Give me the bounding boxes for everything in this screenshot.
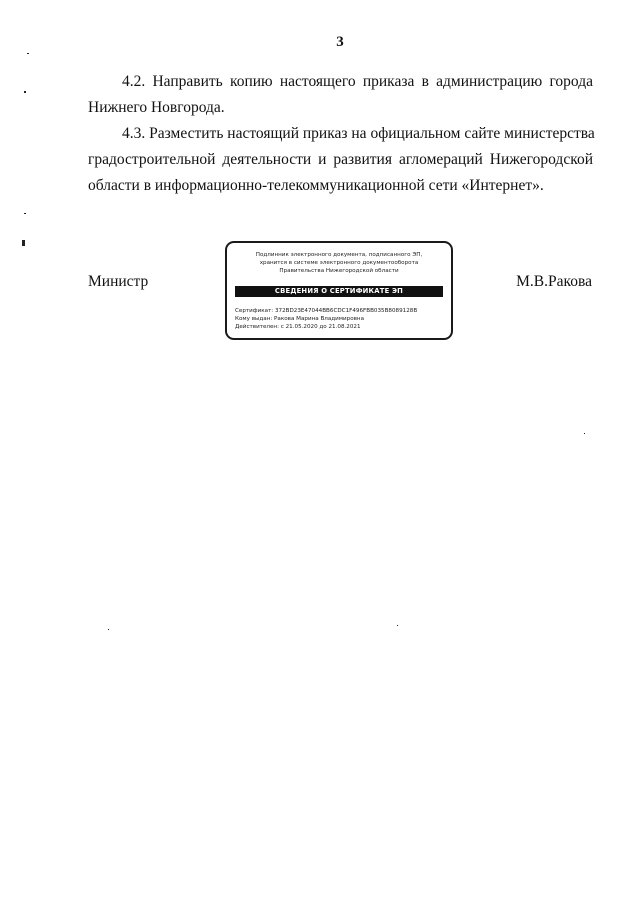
- paragraph-line: градостроительной деятельности и развития агломераций Нижегородской: [88, 151, 593, 168]
- certificate-label: Сертификат:: [235, 308, 274, 314]
- paragraph-line: области в информационно-телекоммуникационной сети «Интернет».: [88, 177, 544, 194]
- certificate-row: [235, 307, 445, 315]
- certificate-value: 372BD23E47044BB6CDC1F496FBB035B8089128B: [274, 308, 418, 314]
- issued-to-value: Ракова Марина Владимировна: [274, 316, 365, 322]
- scan-speck: [27, 53, 29, 54]
- stamp-details: [235, 307, 445, 331]
- valid-row: [235, 323, 445, 331]
- valid-label: Действителен:: [235, 324, 279, 330]
- scan-speck: [584, 433, 585, 434]
- scan-speck: [24, 91, 26, 93]
- page-number: 3: [336, 34, 344, 50]
- paragraph-4-3: [88, 121, 593, 199]
- scan-speck: [108, 629, 109, 630]
- stamp-header-line: хранится в системе электронного документооборота: [259, 260, 419, 266]
- scan-speck: [397, 625, 398, 626]
- stamp-header-line: Правительства Нижегородской области: [279, 268, 399, 274]
- scan-speck: [22, 240, 25, 246]
- stamp-header: [235, 251, 443, 275]
- stamp-header-line: Подлинник электронного документа, подписанного ЭП,: [255, 252, 423, 258]
- electronic-signature-stamp: [225, 241, 453, 340]
- paragraph-line: 4.2. Направить копию настоящего приказа в администрацию города: [122, 73, 593, 90]
- scan-speck: [24, 213, 26, 214]
- signer-name: М.В.Ракова: [516, 273, 592, 290]
- stamp-banner: СВЕДЕНИЯ О СЕРТИФИКАТЕ ЭП: [235, 286, 443, 297]
- paragraph-line: 4.3. Разместить настоящий приказ на официальном сайте министерства: [122, 125, 595, 142]
- issued-to-label: Кому выдан:: [235, 316, 273, 322]
- valid-value: с 21.05.2020 до 21.08.2021: [280, 324, 361, 330]
- signer-role: Министр: [88, 273, 149, 290]
- paragraph-4-2: [88, 69, 593, 121]
- paragraph-line: Нижнего Новгорода.: [88, 99, 225, 116]
- issued-to-row: [235, 315, 445, 323]
